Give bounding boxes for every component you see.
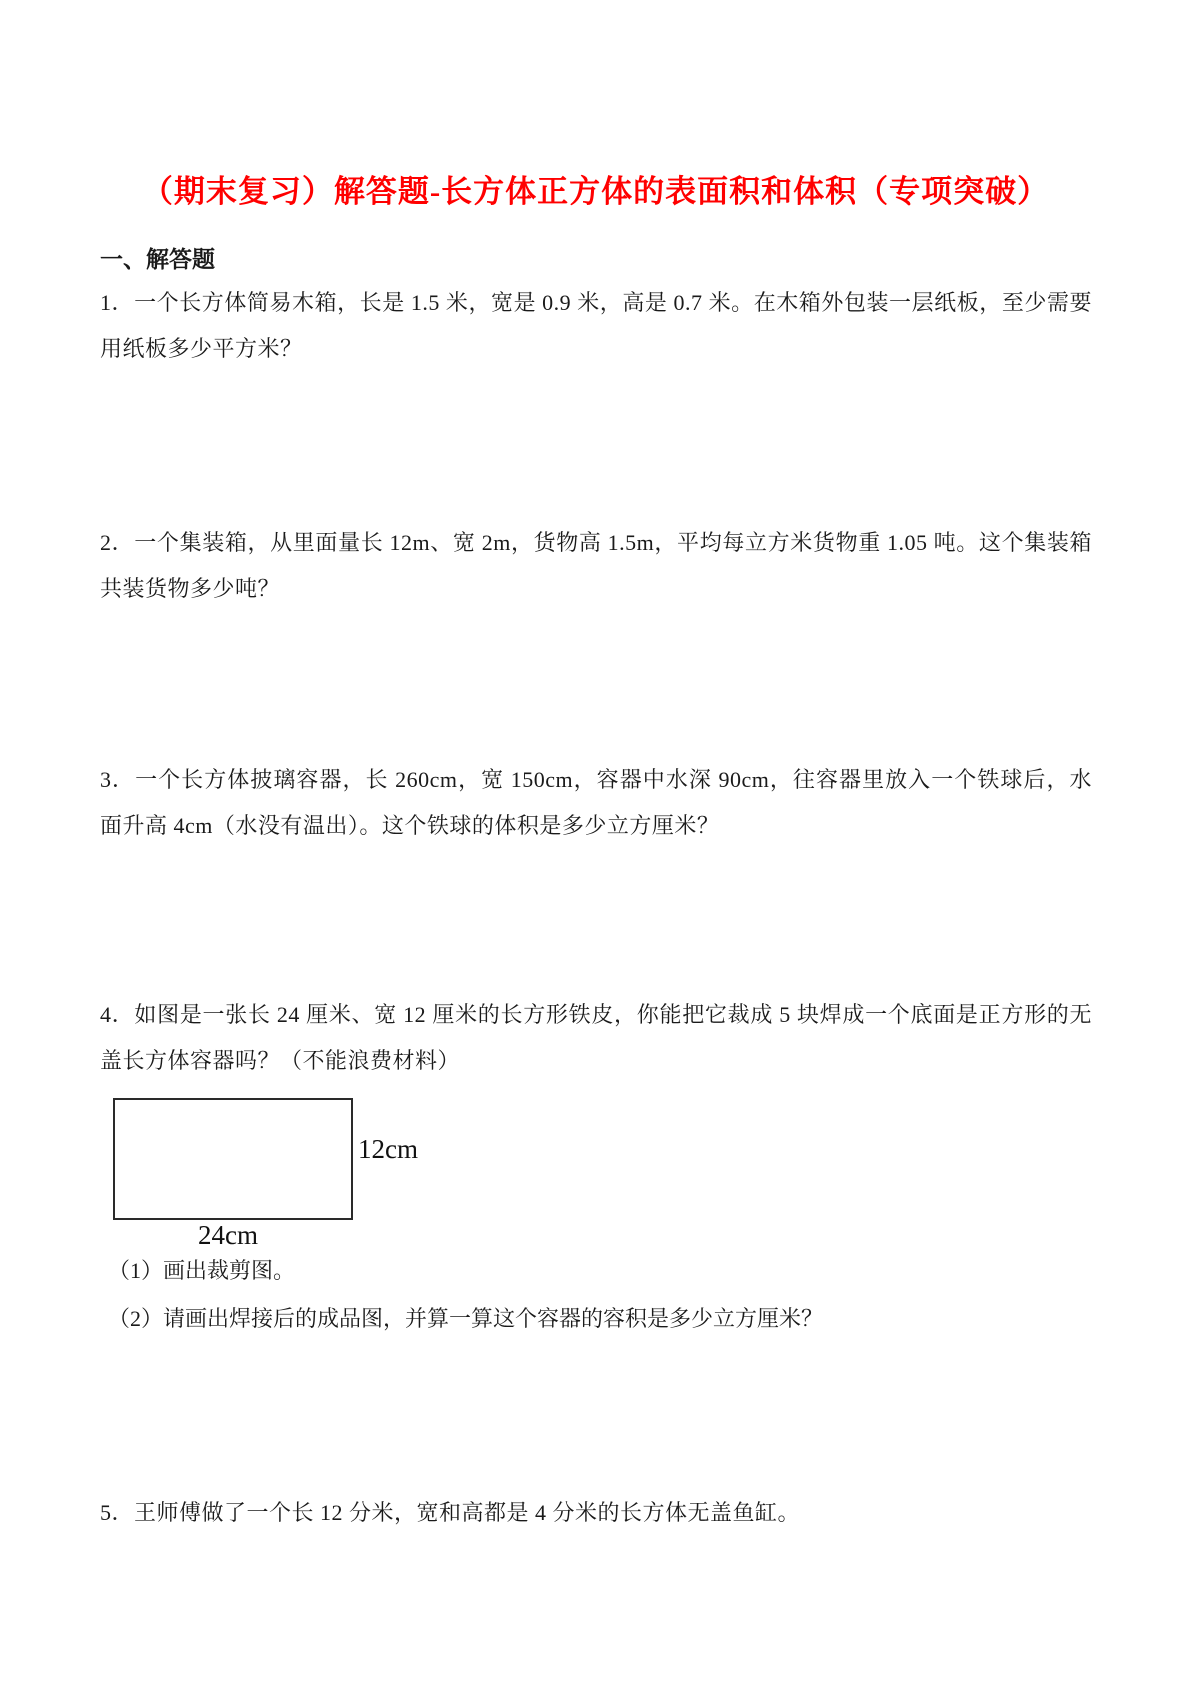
question-4-sub-1: （1）画出裁剪图。 bbox=[108, 1258, 296, 1283]
q4-figure-rectangle bbox=[113, 1098, 353, 1220]
question-3: 3．一个长方体披璃容器，长 260cm，宽 150cm，容器中水深 90cm，往容器里放入一个铁球后，水面升高 4cm（水没有温出）。这个铁球的体积是多少立方厘米？ bbox=[100, 767, 1092, 838]
q4-figure-height-label: 12cm bbox=[358, 1134, 418, 1164]
question-5: 5．王师傅做了一个长 12 分米，宽和高都是 4 分米的长方体无盖鱼缸。 bbox=[100, 1500, 801, 1525]
question-2: 2．一个集装箱，从里面量长 12m、宽 2m，货物高 1.5m，平均每立方米货物重 1.05 吨。这个集装箱共装货物多少吨？ bbox=[100, 530, 1092, 601]
question-4: 4．如图是一张长 24 厘米、宽 12 厘米的长方形铁皮，你能把它裁成 5 块焊成一个底面是正方形的无盖长方体容器吗？（不能浪费材料） bbox=[100, 1002, 1092, 1073]
page-title: （期末复习）解答题-长方体正方体的表面积和体积（专项突破） bbox=[141, 174, 1050, 209]
question-4-sub-2: （2）请画出焊接后的成品图，并算一算这个容器的容积是多少立方厘米？ bbox=[108, 1306, 824, 1331]
question-1: 1．一个长方体简易木箱，长是 1.5 米，宽是 0.9 米，高是 0.7 米。在木箱外包装一层纸板，至少需要用纸板多少平方米？ bbox=[100, 290, 1092, 361]
section-heading: 一、解答题 bbox=[100, 247, 215, 272]
q4-figure-width-label: 24cm bbox=[198, 1220, 258, 1250]
